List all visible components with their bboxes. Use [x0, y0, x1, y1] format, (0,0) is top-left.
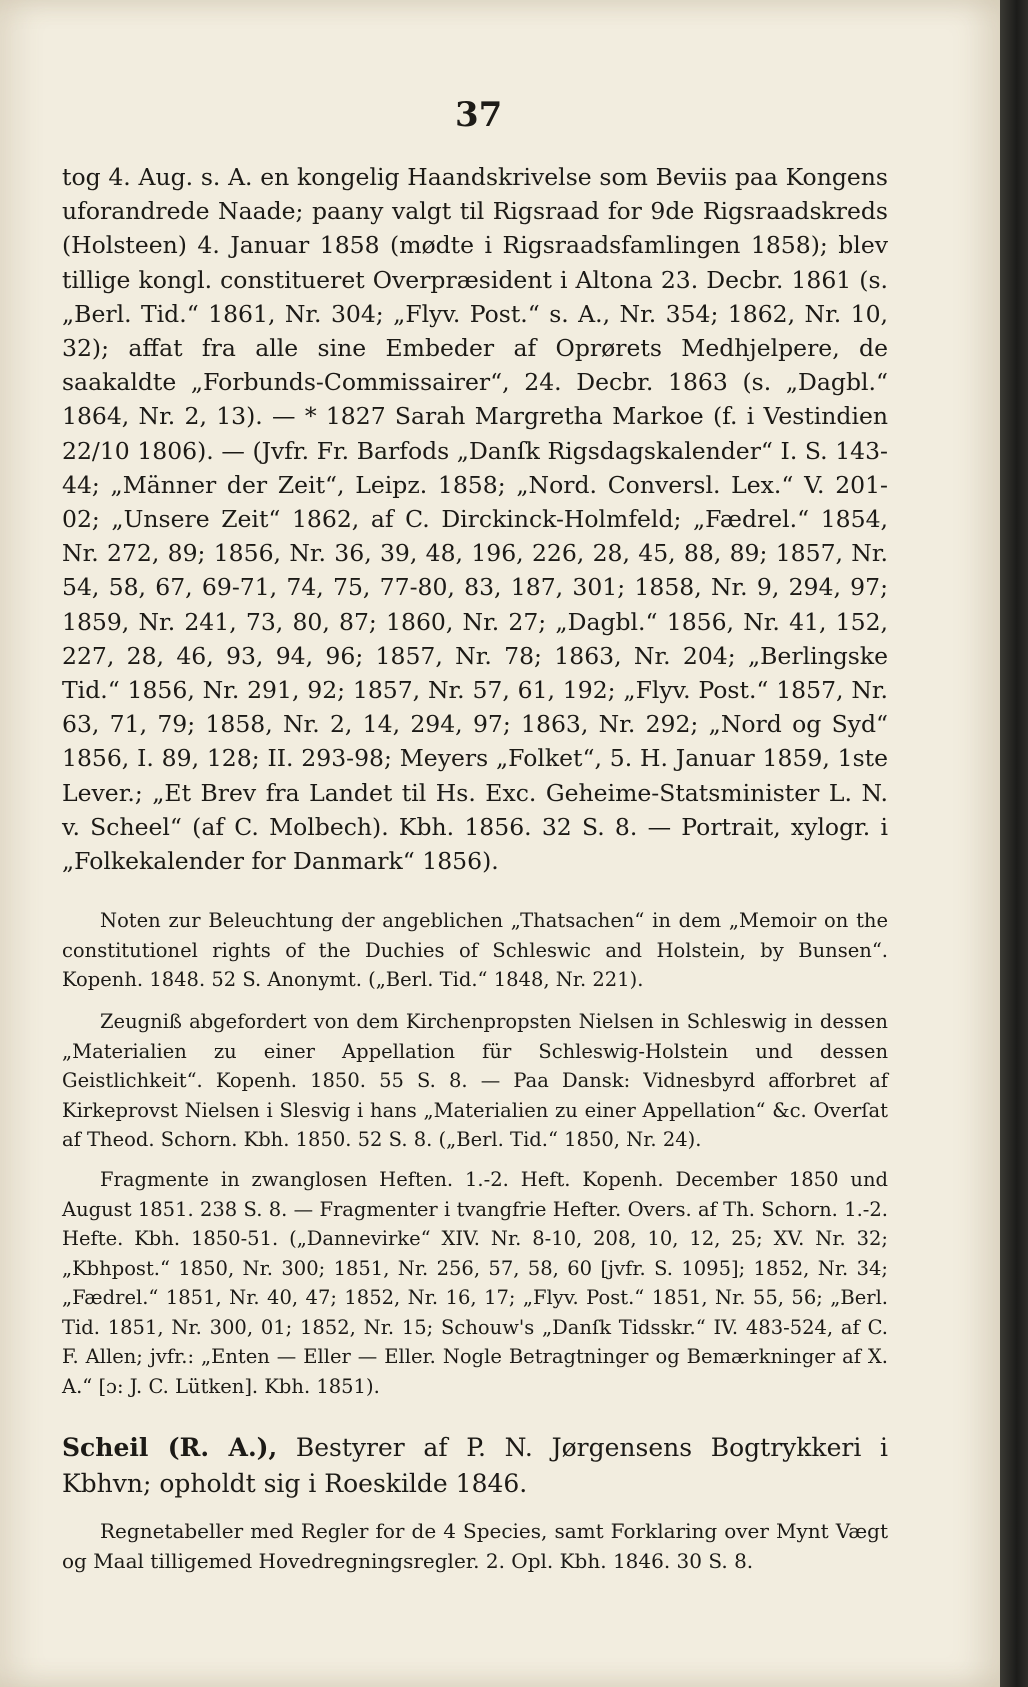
author-entry-scheil: [62, 1430, 888, 1502]
author-name: Scheil (R. A.),: [62, 1433, 278, 1462]
author-description: Bestyrer af P. N. Jørgensens Bogtrykkeri i Kbhvn; opholdt sig i Roeskilde 1846.: [62, 1433, 888, 1498]
entry-continuation: [62, 160, 888, 878]
work-entry-3: [62, 1165, 888, 1401]
entry-continuation-text: tog 4. Aug. s. A. en kongelig Haandskrivelse som Beviis paa Kongens uforandrede Naade; paany valgt til Rigsraad for 9de Rigsraadskreds (Holsteen) 4. Januar 1858 (mødte i Rigsraadsfamlingen 1858); blev tillige kongl. constitueret Overpræsident i Altona 23. Decbr. 1861 (s. „Berl. Tid.“ 1861, Nr. 304; „Flyv. Post.“ s. A., Nr. 354; 1862, Nr. 10, 32); affat fra alle sine Embeder af Oprørets Medhjelpere, de saakaldte „Forbunds-Commissairer“, 24. Decbr. 1863 (s. „Dagbl.“ 1864, Nr. 2, 13). — * 1827 Sarah Margretha Markoe (f. i Vestindien 22/10 1806). — (Jvfr. Fr. Barfods „Danſk Rigsdagskalender“ I. S. 143-44; „Männer der Zeit“, Leipz. 1858; „Nord. Conversl. Lex.“ V. 201-02; „Unsere Zeit“ 1862, af C. Dirckinck-Holmfeld; „Fædrel.“ 1854, Nr. 272, 89; 1856, Nr. 36, 39, 48, 196, 226, 28, 45, 88, 89; 1857, Nr. 54, 58, 67, 69-71, 74, 75, 77-80, 83, 187, 301; 1858, Nr. 9, 294, 97; 1859, Nr. 241, 73, 80, 87; 1860, Nr. 27; „Dagbl.“ 1856, Nr. 41, 152, 227, 28, 46, 93, 94, 96; 1857, Nr. 78; 1863, Nr. 204; „Berlingske Tid.“ 1856, Nr. 291, 92; 1857, Nr. 57, 61, 192; „Flyv. Post.“ 1857, Nr. 63, 71, 79; 1858, Nr. 2, 14, 294, 97; 1863, Nr. 292; „Nord og Syd“ 1856, I. 89, 128; II. 293-98; Meyers „Folket“, 5. H. Januar 1859, 1ste Lever.; „Et Brev fra Landet til Hs. Exc. Geheime-Statsminister L. N. v. Scheel“ (af C. Molbech). Kbh. 1856. 32 S. 8. — Portrait, xylogr. i „Folkekalender for Danmark“ 1856).: [62, 163, 888, 876]
page-number: 37: [455, 95, 503, 135]
author-entry-scheil-text: [62, 1430, 888, 1502]
work-entry-2: [62, 1007, 888, 1155]
work-entry-1-text: Noten zur Beleuchtung der angeblichen „Thatsachen“ in dem „Memoir on the constitutionel rights of the Duchies of Schleswic and Holstein, by Bunsen“. Kopenh. 1848. 52 S. Anonymt. („Berl. Tid.“ 1848, Nr. 221).: [62, 909, 888, 991]
work-entry-4: [62, 1516, 888, 1576]
work-entry-2-text: Zeugniß abgefordert von dem Kirchenpropsten Nielsen in Schleswig in dessen „Materialien zu einer Appellation für Schleswig-Holstein und dessen Geistlichkeit“. Kopenh. 1850. 55 S. 8. — Paa Dansk: Vidnesbyrd afforbret af Kirkeprovst Nielsen i Slesvig i hans „Materialien zu einer Appellation“ &c. Overſat af Theod. Schorn. Kbh. 1850. 52 S. 8. („Berl. Tid.“ 1850, Nr. 24).: [62, 1010, 888, 1151]
book-spine: [1000, 0, 1028, 1687]
work-entry-4-text: Regnetabeller med Regler for de 4 Species, samt Forklaring over Mynt Vægt og Maal tilligemed Hovedregningsregler. 2. Opl. Kbh. 1846. 30 S. 8.: [62, 1519, 888, 1573]
work-entry-1: [62, 906, 888, 995]
work-entry-3-text: Fragmente in zwanglosen Heften. 1.-2. Heft. Kopenh. December 1850 und August 1851. 238 S. 8. — Fragmenter i tvangfrie Hefter. Overs. af Th. Schorn. 1.-2. Hefte. Kbh. 1850-51. („Dannevirke“ XIV. Nr. 8-10, 208, 10, 12, 25; XV. Nr. 32; „Kbhpost.“ 1850, Nr. 300; 1851, Nr. 256, 57, 58, 60 [jvfr. S. 1095]; 1852, Nr. 34; „Fædrel.“ 1851, Nr. 40, 47; 1852, Nr. 16, 17; „Flyv. Post.“ 1851, Nr. 55, 56; „Berl. Tid. 1851, Nr. 300, 01; 1852, Nr. 15; Schouw's „Danſk Tidsskr.“ IV. 483-524, af C. F. Allen; jvfr.: „Enten — Eller — Eller. Nogle Betragtninger og Bemærkninger af X. A.“ [ɔ: J. C. Lütken]. Kbh. 1851).: [62, 1168, 888, 1398]
